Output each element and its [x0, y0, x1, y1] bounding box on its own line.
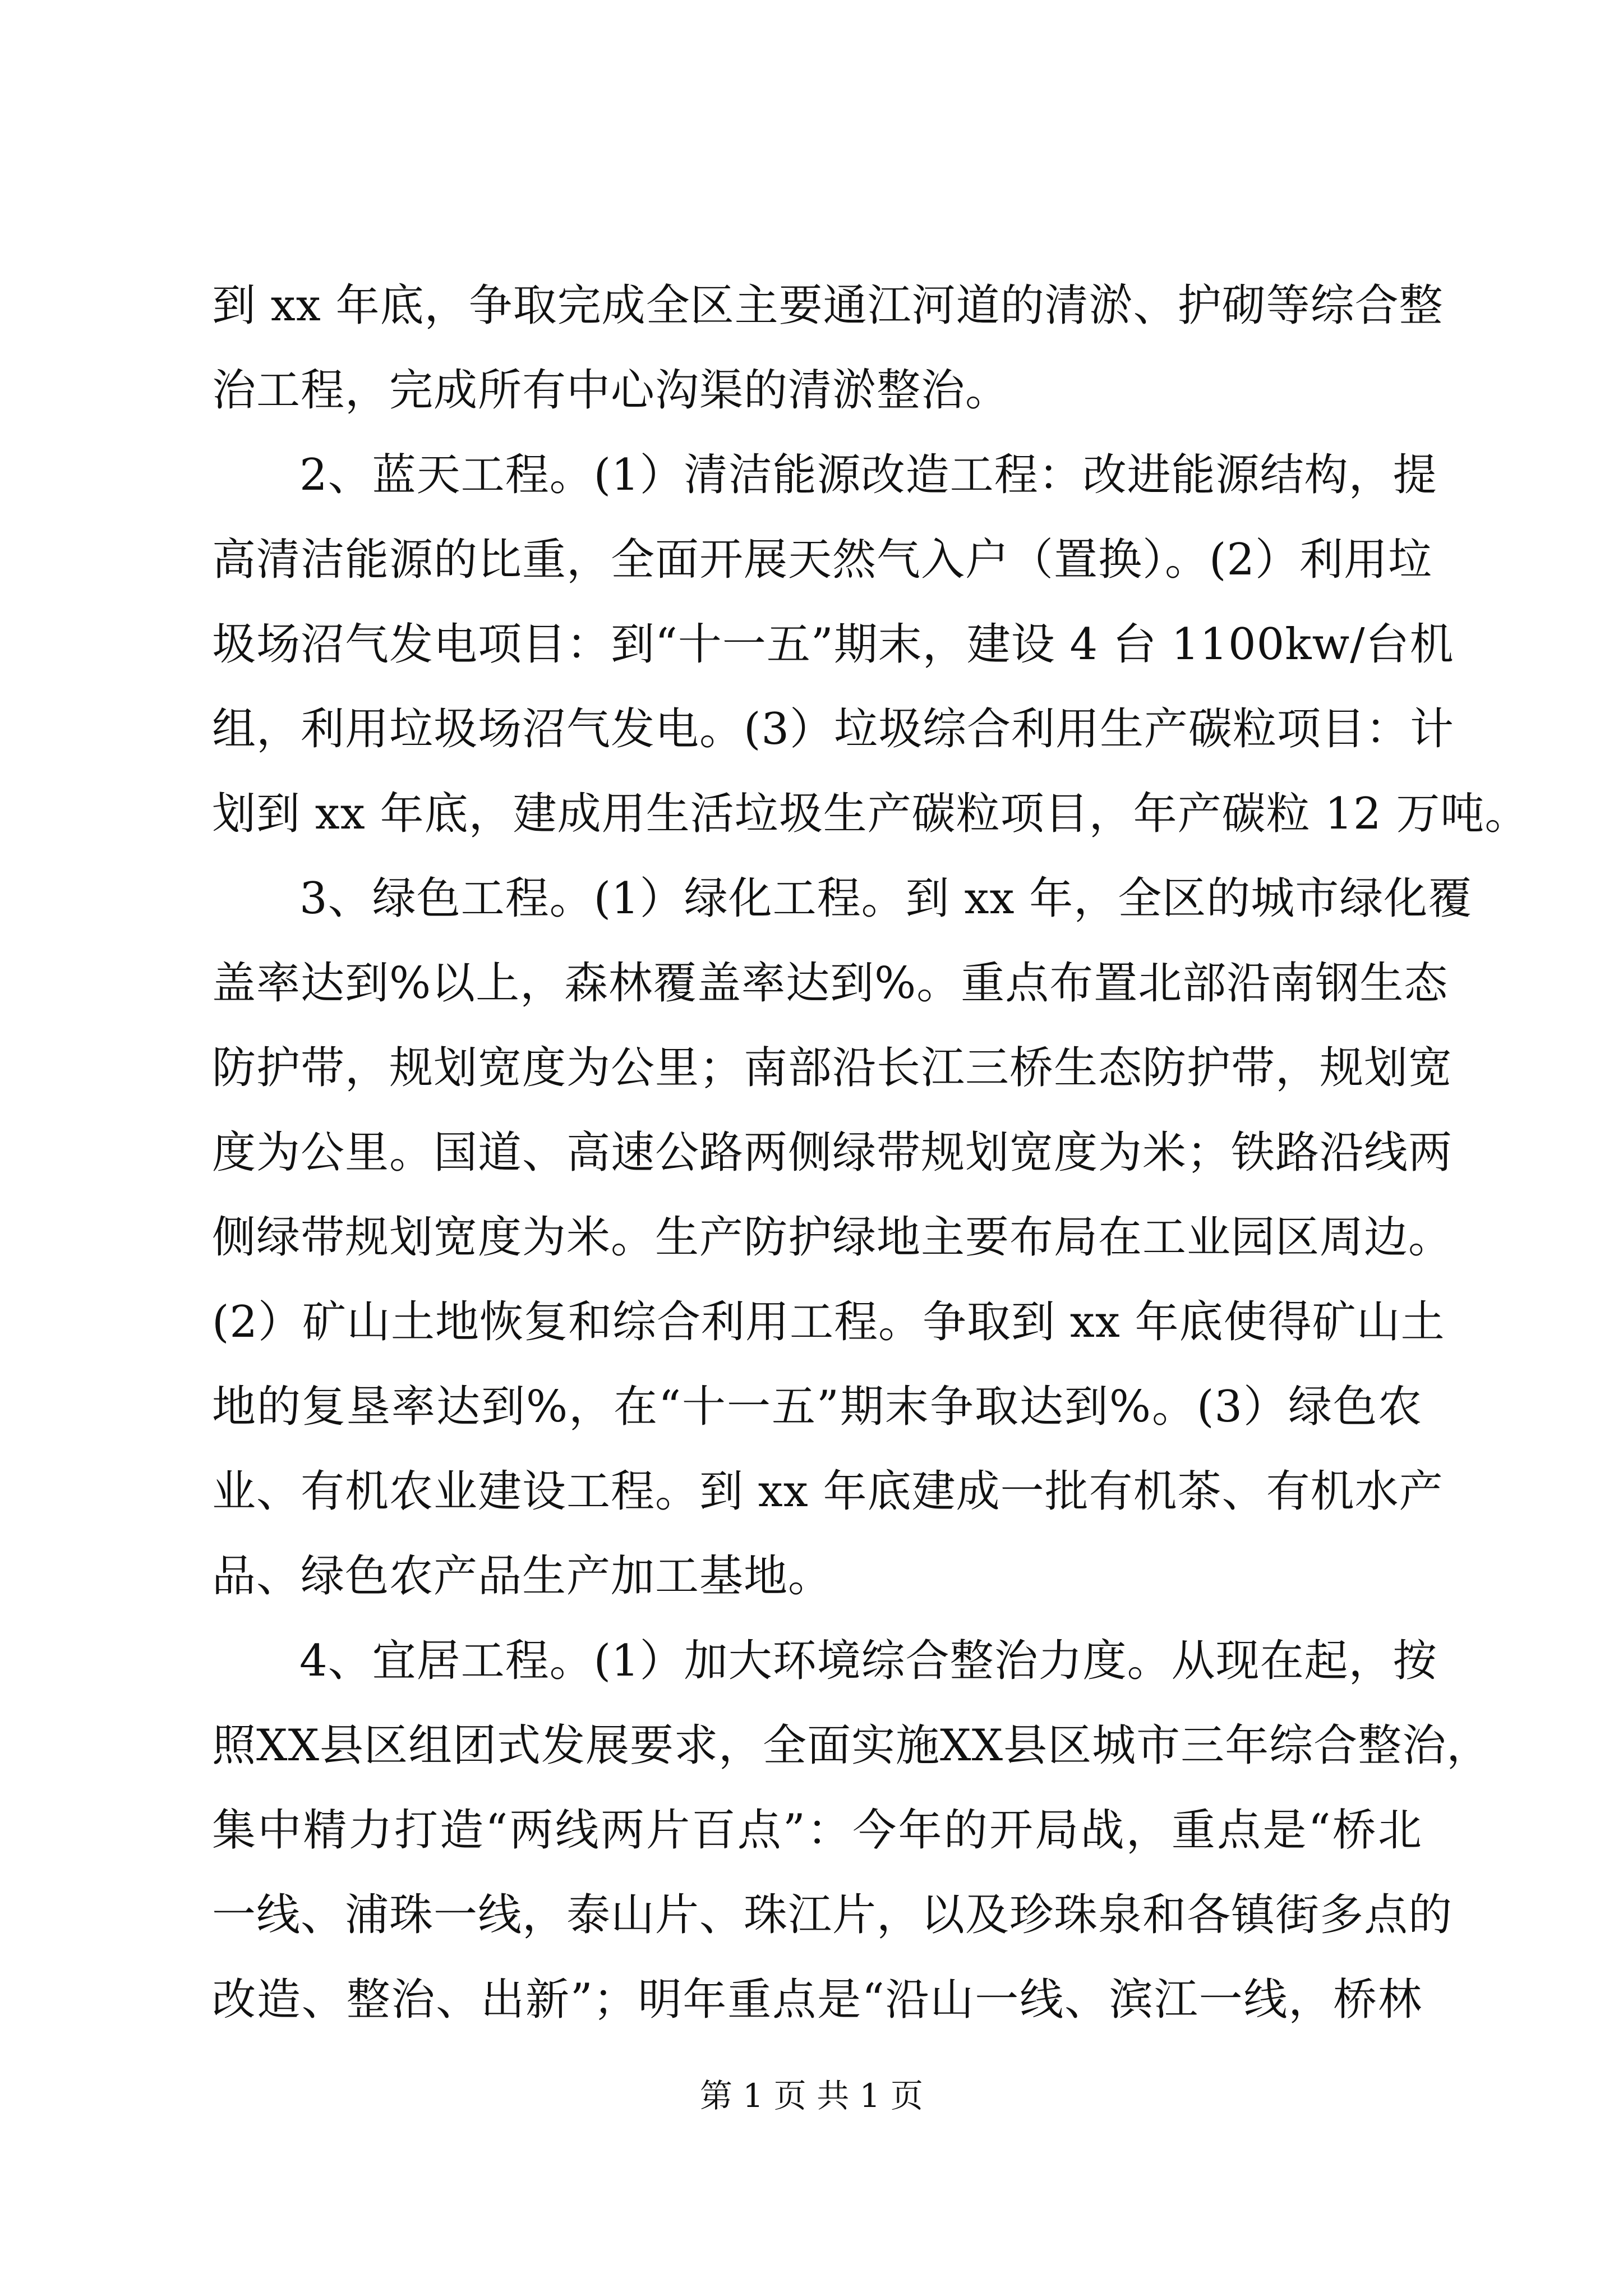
text-line: 品、绿色农产品生产加工基地。: [212, 1551, 833, 1602]
text-line: 高清洁能源的比重，全面开展天然气入户（置换）。(2）利用垃: [212, 535, 1433, 585]
text-line: 盖率达到%以上，森林覆盖率达到%。重点布置北部沿南钢生态: [212, 958, 1449, 1009]
paragraph-start-line: 3、绿色工程。(1）绿化工程。到 xx 年，全区的城市绿化覆: [299, 873, 1473, 924]
text-line: 一线、浦珠一线，泰山片、珠江片，以及珍珠泉和各镇街多点的: [212, 1890, 1453, 1940]
page-number-footer: 第 1 页 共 1 页: [700, 2077, 923, 2115]
text-line: 治工程，完成所有中心沟渠的清淤整治。: [212, 365, 1010, 416]
text-line: 到 xx 年底，争取完成全区主要通江河道的清淤、护砌等综合整: [212, 280, 1444, 331]
text-line: 组，利用垃圾场沼气发电。(3）垃圾综合利用生产碳粒项目：计: [212, 704, 1455, 754]
paragraph-start-line: 4、宜居工程。(1）加大环境综合整治力度。从现在起，按: [299, 1636, 1437, 1686]
document-body: [212, 264, 1529, 2042]
text-line: 照XX县区组团式发展要求，全面实施XX县区城市三年综合整治，: [212, 1720, 1491, 1771]
text-line: 集中精力打造“两线两片百点”：今年的开局战，重点是“桥北: [212, 1805, 1422, 1856]
paragraph-start-line: 2、蓝天工程。(1）清洁能源改造工程：改进能源结构，提: [299, 450, 1437, 500]
text-line: 业、有机农业建设工程。到 xx 年底建成一批有机茶、有机水产: [212, 1466, 1444, 1517]
text-line: 划到 xx 年底，建成用生活垃圾生产碳粒项目，年产碳粒 12 万吨。: [212, 789, 1529, 839]
text-line: 地的复垦率达到%，在“十一五”期末争取达到%。(3）绿色农: [212, 1382, 1422, 1432]
text-line: 防护带，规划宽度为公里；南部沿长江三桥生态防护带，规划宽: [212, 1043, 1453, 1093]
text-line: 度为公里。国道、高速公路两侧绿带规划宽度为米；铁路沿线两: [212, 1128, 1453, 1178]
text-line: 圾场沼气发电项目：到“十一五”期末，建设 4 台 1100kw/台机: [212, 619, 1454, 670]
text-line: 改造、整治、出新”；明年重点是“沿山一线、滨江一线，桥林: [212, 1975, 1422, 2025]
text-line: 侧绿带规划宽度为米。生产防护绿地主要布局在工业园区周边。: [212, 1212, 1453, 1263]
text-line: (2）矿山土地恢复和综合利用工程。争取到 xx 年底使得矿山土: [212, 1297, 1445, 1347]
